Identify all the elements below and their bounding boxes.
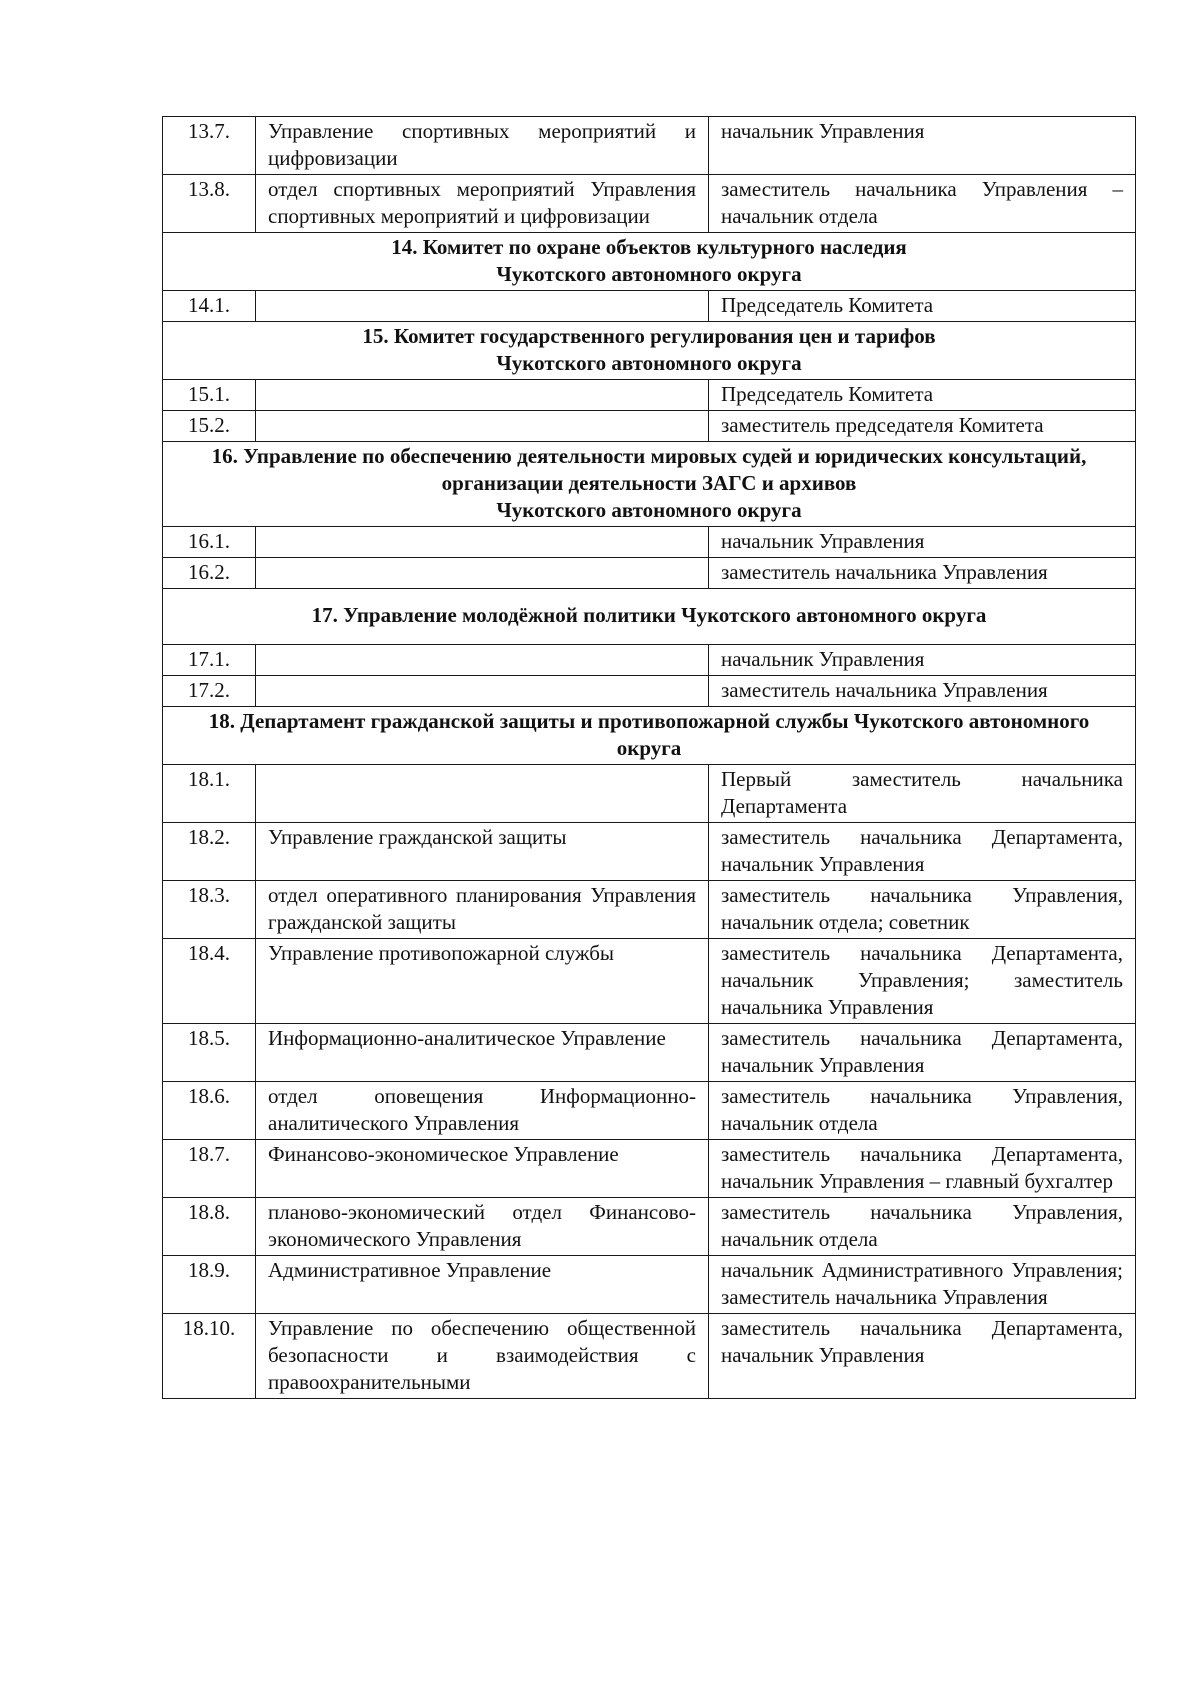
row-number: 13.8. <box>163 175 256 233</box>
unit-cell: Информационно-аналитическое Управление <box>256 1024 709 1082</box>
row-number: 18.10. <box>163 1314 256 1399</box>
unit-cell: планово-экономический отдел Финансово-экономического Управления <box>256 1198 709 1256</box>
row-number: 18.5. <box>163 1024 256 1082</box>
unit-cell: отдел оперативного планирования Управления гражданской защиты <box>256 881 709 939</box>
position-cell: заместитель начальника Департамента, начальник Управления – главный бухгалтер <box>709 1140 1136 1198</box>
unit-cell: Управление по обеспечению общественной безопасности и взаимодействия с правоохранительными <box>256 1314 709 1399</box>
position-cell: Председатель Комитета <box>709 291 1136 322</box>
unit-cell: Административное Управление <box>256 1256 709 1314</box>
position-cell: заместитель начальника Управления, начальник отдела; советник <box>709 881 1136 939</box>
position-cell: заместитель председателя Комитета <box>709 411 1136 442</box>
position-cell: Председатель Комитета <box>709 380 1136 411</box>
table-row <box>163 1256 1136 1314</box>
table-row <box>163 175 1136 233</box>
position-cell: заместитель начальника Департамента, начальник Управления; заместитель начальника Управления <box>709 939 1136 1024</box>
row-number: 15.1. <box>163 380 256 411</box>
table-row <box>163 117 1136 175</box>
table-row <box>163 527 1136 558</box>
unit-cell: Управление противопожарной службы <box>256 939 709 1024</box>
table-row <box>163 1140 1136 1198</box>
unit-cell: Управление гражданской защиты <box>256 823 709 881</box>
position-cell: начальник Управления <box>709 645 1136 676</box>
row-number: 18.4. <box>163 939 256 1024</box>
section-subtitle: Чукотского автономного округа <box>496 351 802 375</box>
position-cell: начальник Управления <box>709 117 1136 175</box>
section-header <box>163 707 1136 765</box>
row-number: 18.1. <box>163 765 256 823</box>
position-cell: заместитель начальника Управления, начальник отдела <box>709 1082 1136 1140</box>
unit-cell <box>256 645 709 676</box>
table-row <box>163 1198 1136 1256</box>
section-title: 14. Комитет по охране объектов культурного наследия <box>391 235 907 259</box>
section-title: 17. Управление молодёжной политики Чукотского автономного округа <box>311 603 987 627</box>
section-header-row <box>163 589 1136 645</box>
position-cell: начальник Административного Управления; заместитель начальника Управления <box>709 1256 1136 1314</box>
section-title: 18. Департамент гражданской защиты и противопожарной службы Чукотского автономного округа <box>208 709 1090 760</box>
table-row <box>163 1314 1136 1399</box>
section-title: 15. Комитет государственного регулирования цен и тарифов <box>362 324 936 348</box>
row-number: 17.2. <box>163 676 256 707</box>
table-row <box>163 676 1136 707</box>
unit-cell: Финансово-экономическое Управление <box>256 1140 709 1198</box>
section-title: 16. Управление по обеспечению деятельности мировых судей и юридических консультаций, организации деятельности ЗАГС и архивов <box>211 444 1087 495</box>
unit-cell <box>256 558 709 589</box>
position-cell: заместитель начальника Департамента, начальник Управления <box>709 823 1136 881</box>
position-cell: заместитель начальника Департамента, начальник Управления <box>709 1024 1136 1082</box>
positions-table <box>162 116 1136 1399</box>
unit-cell: Управление спортивных мероприятий и цифровизации <box>256 117 709 175</box>
section-subtitle: Чукотского автономного округа <box>496 262 802 286</box>
section-subtitle: Чукотского автономного округа <box>496 498 802 522</box>
section-header <box>163 322 1136 380</box>
table-row <box>163 939 1136 1024</box>
unit-cell: отдел оповещения Информационно-аналитического Управления <box>256 1082 709 1140</box>
table-row <box>163 411 1136 442</box>
position-cell: заместитель начальника Управления – начальник отдела <box>709 175 1136 233</box>
row-number: 16.2. <box>163 558 256 589</box>
row-number: 15.2. <box>163 411 256 442</box>
unit-cell <box>256 527 709 558</box>
unit-cell <box>256 411 709 442</box>
row-number: 18.3. <box>163 881 256 939</box>
row-number: 18.9. <box>163 1256 256 1314</box>
section-header-row <box>163 707 1136 765</box>
unit-cell: отдел спортивных мероприятий Управления спортивных мероприятий и цифровизации <box>256 175 709 233</box>
table-row <box>163 1024 1136 1082</box>
row-number: 16.1. <box>163 527 256 558</box>
row-number: 18.6. <box>163 1082 256 1140</box>
table-row <box>163 645 1136 676</box>
unit-cell <box>256 380 709 411</box>
position-cell: начальник Управления <box>709 527 1136 558</box>
unit-cell <box>256 676 709 707</box>
section-header-row <box>163 233 1136 291</box>
row-number: 17.1. <box>163 645 256 676</box>
position-cell: Первый заместитель начальника Департамента <box>709 765 1136 823</box>
table-row <box>163 881 1136 939</box>
section-header <box>163 442 1136 527</box>
unit-cell <box>256 765 709 823</box>
position-cell: заместитель начальника Управления <box>709 558 1136 589</box>
table-row <box>163 765 1136 823</box>
section-header <box>163 589 1136 645</box>
row-number: 13.7. <box>163 117 256 175</box>
section-header-row <box>163 322 1136 380</box>
table-row <box>163 558 1136 589</box>
section-header-row <box>163 442 1136 527</box>
unit-cell <box>256 291 709 322</box>
position-cell: заместитель начальника Управления, начальник отдела <box>709 1198 1136 1256</box>
table-row <box>163 823 1136 881</box>
section-header <box>163 233 1136 291</box>
position-cell: заместитель начальника Управления <box>709 676 1136 707</box>
table-row <box>163 1082 1136 1140</box>
table-row <box>163 380 1136 411</box>
row-number: 18.2. <box>163 823 256 881</box>
table-row <box>163 291 1136 322</box>
row-number: 18.7. <box>163 1140 256 1198</box>
row-number: 18.8. <box>163 1198 256 1256</box>
position-cell: заместитель начальника Департамента, начальник Управления <box>709 1314 1136 1399</box>
row-number: 14.1. <box>163 291 256 322</box>
